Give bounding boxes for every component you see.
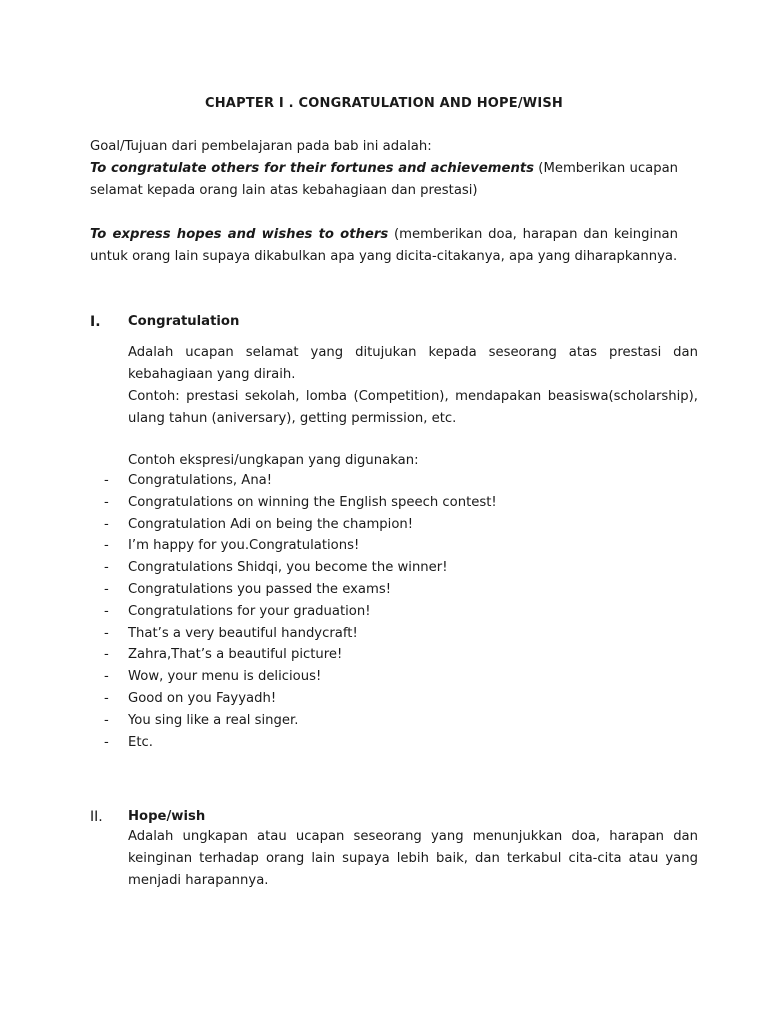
goal-paragraph xyxy=(90,136,678,202)
bullet-dash: - xyxy=(104,734,109,750)
expression-text: Good on you Fayyadh! xyxy=(128,690,277,706)
bullet-dash: - xyxy=(104,516,109,532)
expression-text: Congratulations, Ana! xyxy=(128,473,273,488)
goal-objective-2 xyxy=(90,224,678,268)
list-item xyxy=(100,601,700,623)
bullet-dash: - xyxy=(104,647,109,663)
expression-text: Congratulations Shidqi, you become the winner! xyxy=(128,560,448,576)
list-item xyxy=(100,644,700,666)
expression-text: Congratulations on winning the English speech contest! xyxy=(128,494,497,510)
section-1-examples-context: Contoh: prestasi sekolah, lomba (Competition), mendapakan beasiswa(scholarship), ulang tahun (aniversary), getting permission, etc. xyxy=(128,389,698,426)
bullet-dash: - xyxy=(104,473,109,488)
list-item xyxy=(100,470,700,492)
list-item xyxy=(100,514,700,536)
list-item xyxy=(100,688,700,710)
expression-text: That’s a very beautiful handycraft! xyxy=(128,625,358,641)
page-title: CHAPTER I . CONGRATULATION AND HOPE/WISH xyxy=(204,96,563,111)
list-item xyxy=(100,492,700,514)
expressions-list xyxy=(100,470,700,753)
section-1-definition: Adalah ucapan selamat yang ditujukan kepada seseorang atas prestasi dan kebahagiaan yang diraih. xyxy=(128,345,698,382)
objective-2-translation: (memberikan doa, harapan dan keinginan untuk orang lain supaya dikabulkan apa yang dicita-citakanya, apa yang diharapkannya. xyxy=(90,227,678,264)
expression-text: Wow, your menu is delicious! xyxy=(128,669,322,685)
bullet-dash: - xyxy=(104,625,109,641)
expression-text: Congratulation Adi on being the champion! xyxy=(128,516,414,532)
section-1-expressions-intro: Contoh ekspresi/ungkapan yang digunakan: xyxy=(128,453,419,468)
objective-1-emphasis: To congratulate others for their fortunes and achievements xyxy=(90,161,534,176)
list-item xyxy=(100,623,700,645)
expression-text: Congratulations for your graduation! xyxy=(128,603,371,619)
objective-2-emphasis: To express hopes and wishes to others xyxy=(90,227,389,242)
expression-text: Etc. xyxy=(128,734,153,750)
bullet-dash: - xyxy=(104,560,109,576)
section-1-number: I. xyxy=(90,314,101,330)
list-item xyxy=(100,579,700,601)
section-1-body xyxy=(128,342,698,430)
bullet-dash: - xyxy=(104,494,109,510)
list-item xyxy=(100,666,700,688)
section-1-heading: Congratulation xyxy=(128,314,240,329)
list-item xyxy=(100,557,700,579)
bullet-dash: - xyxy=(104,603,109,619)
section-2-definition: Adalah ungkapan atau ucapan seseorang yang menunjukkan doa, harapan dan keinginan terhadap orang lain supaya lebih baik, dan terkabul cita-cita atau yang menjadi harapannya. xyxy=(128,829,698,888)
bullet-dash: - xyxy=(104,669,109,685)
goal-objective-1 xyxy=(90,158,678,202)
list-item xyxy=(100,535,700,557)
objective-1-translation: (Memberikan ucapan selamat kepada orang lain atas kebahagiaan dan prestasi) xyxy=(90,161,679,198)
goal-intro: Goal/Tujuan dari pembelajaran pada bab ini adalah: xyxy=(90,139,432,154)
bullet-dash: - xyxy=(104,538,109,554)
expression-text: You sing like a real singer. xyxy=(128,712,299,728)
list-item xyxy=(100,710,700,732)
section-2-number: II. xyxy=(90,809,103,825)
expression-text: Congratulations you passed the exams! xyxy=(128,581,392,597)
bullet-dash: - xyxy=(104,690,109,706)
bullet-dash: - xyxy=(104,712,109,728)
expression-text: I’m happy for you.Congratulations! xyxy=(128,538,360,554)
section-2-heading: Hope/wish xyxy=(128,809,206,824)
expression-text: Zahra,That’s a beautiful picture! xyxy=(128,647,343,663)
list-item xyxy=(100,732,700,754)
bullet-dash: - xyxy=(104,581,109,597)
